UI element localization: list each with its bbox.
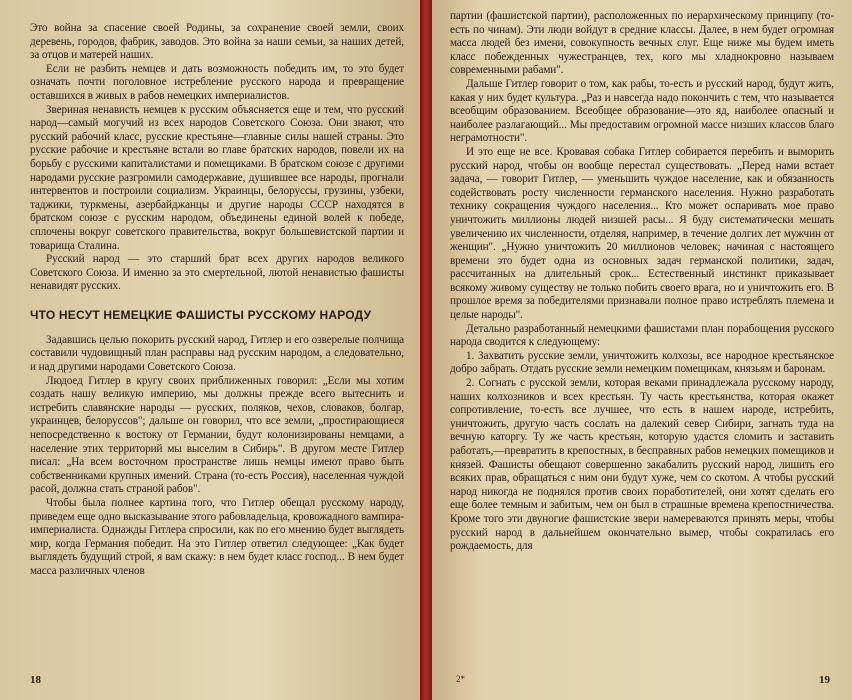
left-paragraph-3: Звериная ненависть немцев к русским объясняется еще и тем, что русский народ—самый могучий из всех народов Советского Союза. Они знают, что русский рабочий класс, русские крестьяне—главные силы нашей страны. Это русские рабочие и крестьяне встали во главе братских народов, повели их на борьбу с русскими капиталистами и помещиками. В братском союзе с другими народами русские разгромили самодержавие, душившее все народы, прогнали интервентов и построили социализм. Украинцы, белоруссы, грузины, узбеки, таджики, туркмены, азербайджанцы и другие народы СССР находятся в братском союзе с русским народом, объединены единой волей к победе, сплочены вокруг советского правительства, вокруг большевистской партии и товарища Сталина. xyxy=(30,103,404,252)
page-number-left: 18 xyxy=(30,674,41,686)
section-heading: ЧТО НЕСУТ НЕМЕЦКИЕ ФАШИСТЫ РУССКОМУ НАРОДУ xyxy=(30,307,372,322)
right-paragraph-3: И это еще не все. Кровавая собака Гитлер собирается перебить и выморить русский народ, чтобы он вообще перестал существовать. „Перед нами встает задача, — говорит Гитлер, — уменьшить чуждое население, как и обязанность содействовать росту численности германского населения. Нужно разработать технику сокращения чуждого населения... Кто может оспаривать мое право уничтожить миллионы людей низшей расы... Я буду систематически мешать увеличению их численности, отделяя, например, в течение долгих лет мужчин от женщин". „Нужно уничтожить 20 миллионов человек; начиная с настоящего времени это будет одна из основных задач германской политики, задач, рассчитанных на длительный срок... Естественный инстинкт приказывает всякому живому существу не только побить своего врага, но и уничтожить его. В прошлое время за победителями признавали полное право истреблять племена и целые народы". xyxy=(450,145,834,322)
right-paragraph-2: Дальше Гитлер говорит о том, как рабы, то-есть и русский народ, будут жить, какая у них будет культура. „Раз и навсегда надо покончить с тем, что называется всеобщим образованием. Всеобщее образование—это яд, наиболее опасный и наиболее разлагающий... Мы предоставим огромной массе низших классов благо неграмотности". xyxy=(450,77,834,145)
right-page xyxy=(432,0,852,700)
right-paragraph-4: Детально разработанный немецкими фашистами план порабощения русского народа сводится к следующему: xyxy=(450,322,834,349)
left-page xyxy=(0,0,420,700)
right-paragraph-5: 1. Захватить русские земли, уничтожить колхозы, все народное крестьянское добро забрать. Отдать русские земли немецким помещикам, князьям и баронам. xyxy=(450,349,834,376)
left-paragraph-5: Задавшись целью покорить русский народ, Гитлер и его озверелые полчища составили чудовищный план расправы над русским народом, а следовательно, и над другими народами Советского Союза. xyxy=(30,333,404,374)
printer-signature: 2* xyxy=(456,674,465,684)
right-paragraph-6: 2. Согнать с русской земли, которая веками принадлежала русскому народу, наших колхозников и всех крестьян. Ту часть крестьянства, которая окажет сопротивление, то-есть все лучшее, что есть в нашем народе, истребить, уничтожить, другую часть сослать на далекий север Сибири, загнать туда на вечную каторгу. Ту же часть крестьян, которую удастся сломить и заставить работать,—превратить в крепостных, в бесправных рабов немецких помещиков и князей. Фашисты обещают совершенно закабалить русский народ, лишить его всяких прав, обращаться с ним они будут хуже, чем со скотом. А чтобы русский народ никогда не поднялся против своих поработителей, они хотят сделать его еще более темным и забитым, чем он был в страшные времена крепостничества. Кроме того эти двуногие фашистские звери намереваются принять меры, чтобы русский народ в дальнейшем окончательно вымер, чтобы сократилась его рождаемость, для xyxy=(450,377,834,553)
right-paragraph-1: партии (фашистской партии), расположенных по иерархическому принципу (то-есть по чинам). Эти люди войдут в средние классы. Далее, в нем будет огромная масса людей без имени, совокупность вечных слуг. Еще ниже мы будем иметь класс побежденных чужестранцев, тех, кого мы хладнокровно называем современными рабами". xyxy=(450,10,834,77)
page-number-right: 19 xyxy=(819,674,830,686)
book-spine xyxy=(420,0,432,700)
left-paragraph-4: Русский народ — это старший брат всех других народов великого Советского Союза. И именно за это смертельной, лютой ненавистью фашисты ненавидят русских. xyxy=(30,253,404,293)
left-paragraph-7: Чтобы была полнее картина того, что Гитлер обещал русскому народу, приведем еще одно высказывание этого рабовладельца, кровожадного вампира-империалиста. Однажды Гитлера спросили, как по его мнению будет выглядеть мир, когда Германия победит. На это Гитлер ответил следующее: „Как будет выглядеть будущий строй, я вам скажу: в нем будет класс господ... В нем будет масса различных членов xyxy=(30,497,404,577)
left-paragraph-6: Людоед Гитлер в кругу своих приближенных говорил: „Если мы хотим создать нашу великую империю, мы должны прежде всего вытеснить и истребить славянские народы — русских, поляков, чехов, словаков, болгар, украинцев, белоруссов"; дальше он говорил, что все земли, „простирающиеся непосредственно к востоку от Германии, будут колонизированы немцами, а население этих территорий мы выселим в Сибирь". В другом месте Гитлер писал: „На всем восточном пространстве лишь немцы имеют право быть собственниками крупных имений. Страна (то-есть Россия), населенная чуждой расой, должна стать страной рабов". xyxy=(30,374,404,496)
left-paragraph-2: Если не разбить немцев и дать возможность победить им, то это будет означать почти поголовное истребление русского народа и превращение оставшихся в живых в рабов немецких империалистов. xyxy=(30,62,404,102)
left-paragraph-1: Это война за спасение своей Родины, за сохранение своей земли, своих деревень, городов, фабрик, заводов. Это война за наши семьи, за наших детей, за отцов и матерей наших. xyxy=(30,22,404,62)
